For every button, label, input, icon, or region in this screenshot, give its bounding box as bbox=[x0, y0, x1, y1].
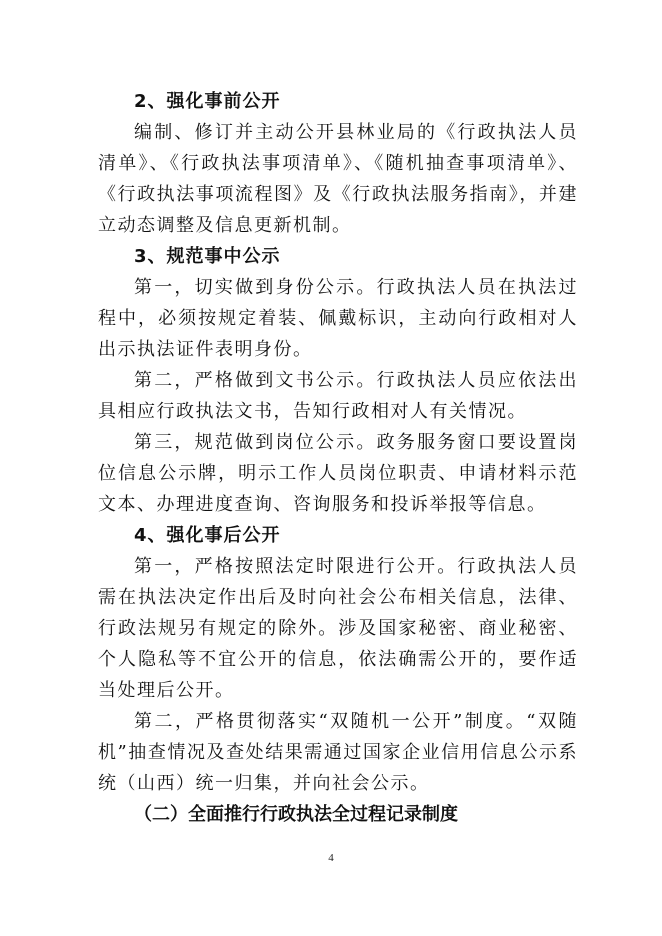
subsection-heading: （二）全面推行行政执法全过程记录制度 bbox=[134, 804, 458, 825]
page-number: 4 bbox=[328, 852, 334, 864]
section-heading-2: 2、强化事前公开 bbox=[134, 91, 281, 112]
paragraph-3-2: 第二，严格做到文书公示。行政执法人员应依法出具相应行政执法文书，告知行政相对人有关情况。 bbox=[98, 370, 578, 422]
document-body bbox=[98, 86, 578, 830]
paragraph-3-3: 第三，规范做到岗位公示。政务服务窗口要设置岗位信息公示牌，明示工作人员岗位职责、申请材料示范文本、办理进度查询、咨询服务和投诉举报等信息。 bbox=[98, 432, 578, 515]
section-heading-3: 3、规范事中公示 bbox=[134, 246, 281, 267]
paragraph-3-1: 第一，切实做到身份公示。行政执法人员在执法过程中，必须按规定着装、佩戴标识，主动向行政相对人出示执法证件表明身份。 bbox=[98, 277, 578, 360]
paragraph-4-2: 第二，严格贯彻落实“双随机一公开”制度。“双随机”抽查情况及查处结果需通过国家企业信用信息公示系统（山西）统一归集，并向社会公示。 bbox=[98, 711, 578, 794]
paragraph-2-1: 编制、修订并主动公开县林业局的《行政执法人员清单》、《行政执法事项清单》、《随机抽查事项清单》、《行政执法事项流程图》及《行政执法服务指南》，并建立动态调整及信息更新机制。 bbox=[98, 122, 578, 236]
section-heading-4: 4、强化事后公开 bbox=[134, 525, 281, 546]
paragraph-4-1: 第一，严格按照法定时限进行公开。行政执法人员需在执法决定作出后及时向社会公布相关信息，法律、行政法规另有规定的除外。涉及国家秘密、商业秘密、个人隐私等不宜公开的信息，依法确需公开的，要作适当处理后公开。 bbox=[98, 556, 578, 701]
